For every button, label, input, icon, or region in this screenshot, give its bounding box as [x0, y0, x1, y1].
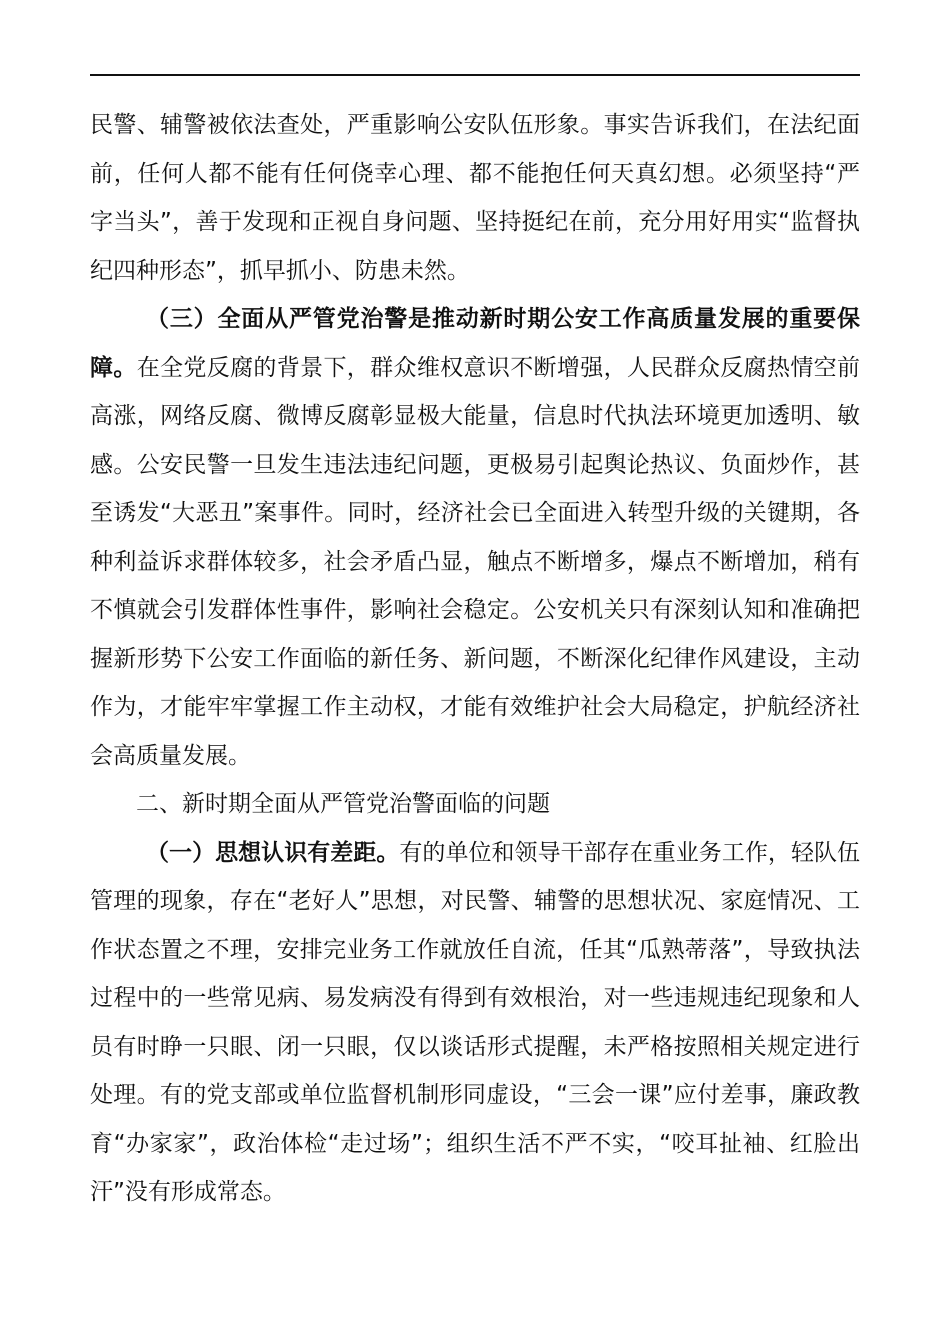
section-three-heading: （三）全面从严管党治警是推动新时期公安工作高质量发展的重要保障。 [90, 306, 860, 381]
paragraph-problem-one [90, 829, 860, 1217]
paragraph-continuation: 民警、辅警被依法查处，严重影响公安队伍形象。事实告诉我们，在法纪面前，任何人都不能有任何侥幸心理、都不能抱任何天真幻想。必须坚持“严字当头”，善于发现和正视自身问题、坚持挺纪在前，充分用好用实“监督执纪四种形态”，抓早抓小、防患未然。 [90, 112, 860, 284]
chapter-two-heading: 二、新时期全面从严管党治警面临的问题 [136, 791, 550, 817]
problem-one-text: 有的单位和领导干部存在重业务工作，轻队伍管理的现象，存在“老好人”思想，对民警、辅警的思想状况、家庭情况、工作状态置之不理，安排完业务工作就放任自流，任其“瓜熟蒂落”，导致执法过程中的一些常见病、易发病没有得到有效根治，对一些违规违纪现象和人员有时睁一只眼、闭一只眼，仅以谈话形式提醒，未严格按照相关规定进行处理。有的党支部或单位监督机制形同虚设，“三会一课”应付差事，廉政教育“办家家”，政治体检“走过场”；组织生活不严不实，“咬耳扯袖、红脸出汗”没有形成常态。 [90, 839, 861, 1205]
document-body [90, 101, 860, 1217]
header-rule [90, 74, 860, 76]
section-three-text: 在全党反腐的背景下，群众维权意识不断增强，人民群众反腐热情空前高涨，网络反腐、微博反腐彰显极大能量，信息时代执法环境更加透明、敏感。公安民警一旦发生违法违纪问题，更极易引起舆论热议、负面炒作，甚至诱发“大恶丑”案事件。同时，经济社会已全面进入转型升级的关键期，各种利益诉求群体较多，社会矛盾凸显，触点不断增多，爆点不断增加，稍有不慎就会引发群体性事件，影响社会稳定。公安机关只有深刻认知和准确把握新形势下公安工作面临的新任务、新问题，不断深化纪律作风建设，主动作为，才能牢牢掌握工作主动权，才能有效维护社会大局稳定，护航经济社会高质量发展。 [90, 354, 860, 769]
paragraph-section-three [90, 295, 860, 780]
problem-one-heading: （一）思想认识有差距。 [146, 839, 400, 866]
